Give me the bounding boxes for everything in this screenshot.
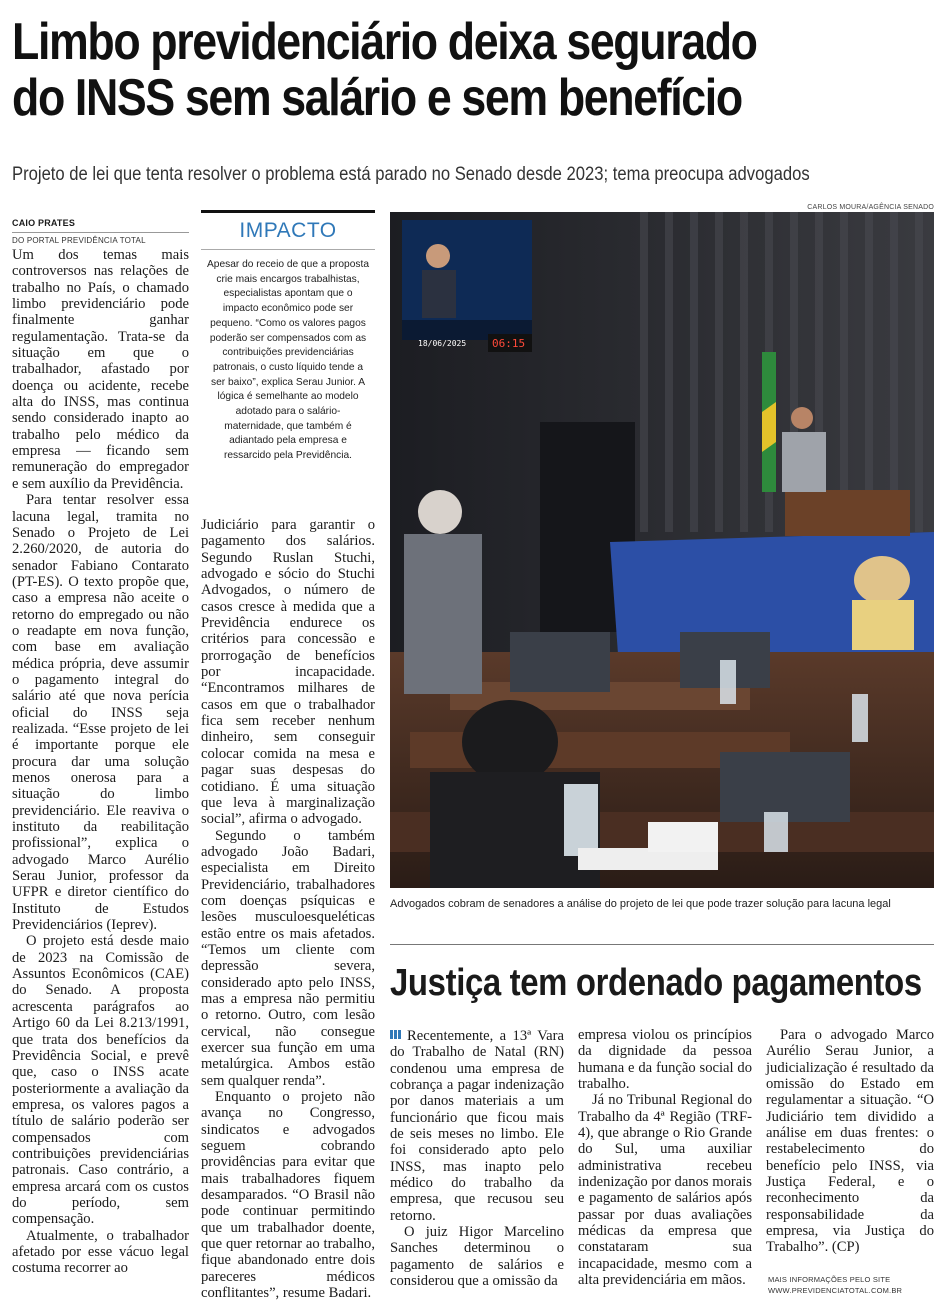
photo-caption: Advogados cobram de senadores a análise do projeto de lei que pode trazer solução para lacuna legal [390,898,891,910]
photo-credit: CARLOS MOURA/AGÊNCIA SENADO [807,204,934,211]
paragraph: O juiz Higor Marcelino Sanches determinou o pagamento de salários e considerou que a omissão da [390,1224,564,1290]
paragraph: Atualmente, o trabalhador afetado por esse vácuo legal costuma recorrer ao [12,1227,189,1277]
paragraph: Enquanto o projeto não avança no Congresso, sindicatos e advogados seguem cobrando providências para evitar que mais trabalhadores fiquem desamparados. “O Brasil não pode continuar permitindo que um trabalhador doente, que quer retornar ao trabalho, fique abandonado entre dois pareceres médicos conflitantes”, resume Badari. [201,1089,375,1302]
byline-author: CAIO PRATES [12,218,76,228]
senate-photo [390,212,934,888]
impact-title: IMPACTO [239,219,337,242]
section-title: Justiça tem ordenado pagamentos [390,962,922,1004]
screen-time: 06:15 [492,337,526,350]
headline-line-2: do INSS sem salário e sem benefício [12,69,742,127]
paragraph: Já no Tribunal Regional do Trabalho da 4ª Região (TRF-4), que abrange o Rio Grande do Sul, uma auxiliar administrativa recebeu indenização por danos morais e pagamento de salários após passar por duas avaliações médicas da empresa que constataram sua incapacidade, mesmo com a alta previdenciária em mãos. [578,1092,752,1289]
subheadline: Projeto de lei que tenta resolver o problema está parado no Senado desde 2023; tema preocupa advogados [12,164,810,185]
headline [12,14,940,126]
impact-text: Apesar do receio de que a proposta crie mais encargos trabalhistas, especialistas apontam que o impacto econômico pode ser pequeno. “Como os valores pagos poderão ser compensados com as contribuições previdenciárias patronais, o custo líquido tende a ser baixo”, explica Serau Junior. A lógica é semelhante ao modelo adotado para o salário-maternidade, que também é adiantado pela empresa e ressarcido pela Previdência. [207,259,369,462]
paragraph-text: Recentemente, a 13ª Vara do Trabalho de Natal (RN) condenou uma empresa de cobrança a pagar indenização por danos materiais a um funcionário que ficou mais de seis meses no limbo. Ele foi considerado apto pelo INSS, mas inapto pelo médico do trabalho da empresa, que recusou seu retorno. [390,1028,564,1224]
footer-more-info [768,1274,936,1296]
paragraph: Judiciário para garantir o pagamento dos salários. Segundo Ruslan Stuchi, advogado e sócio do Stuchi Advogados, o número de casos cresce à medida que a Previdência endurece os critérios para concessão e prorrogação de benefícios por incapacidade. “Encontramos milhares de casos em que o trabalhador fica sem receber nenhum dinheiro, sem conseguir colocar comida na mesa e pagar suas despesas do cotidiano. É uma situação que leva à marginalização social”, afirma o advogado. [201,517,375,828]
footer-line-1: MAIS INFORMAÇÕES PELO SITE [768,1275,891,1284]
paragraph: Um dos temas mais controversos nas relações de trabalho no País, o chamado limbo previdenciário pode finalmente ganhar regulamentação. Trata-se da situação em que o trabalhador, afastado por doença ou acidente, recebe alta do INSS, mas continua sendo considerado inapto ao trabalho pelo médico da empresa — ficando sem remuneração do empregador e sem auxílio da Previdência. [12,247,189,492]
byline-divider [12,232,189,233]
impact-top-rule [201,210,375,213]
byline-source: DO PORTAL PREVIDÊNCIA TOTAL [12,236,146,245]
article-column-1 [12,247,189,1277]
headline-line-1: Limbo previdenciário deixa segurado [12,13,757,71]
impact-sidebar [201,210,375,464]
article-column-2 [201,517,375,1302]
section-marker-icon [390,1027,402,1043]
paragraph: Para o advogado Marco Aurélio Serau Junior, a judicialização é resultado da omissão do Estado em regulamentar a situação. “O Judiciário tem dividido a análise em duas frentes: o restabelecimento do benefício pelo INSS, via Justiça Federal, e o reconhecimento da responsabilidade da empresa, via Justiça do Trabalho”. (CP) [766,1027,934,1256]
article-column-5 [766,1027,934,1256]
paragraph: Para tentar resolver essa lacuna legal, tramita no Senado o Projeto de Lei 2.260/2020, de autoria do senador Fabiano Contarato (PT-ES). O texto propõe que, caso a empresa não aceite o retorno do empregado ou não o readapte em nova função, com base em avaliação médica própria, deve assumir o pagamento integral do salário até que nova perícia oficial do INSS seja realizada. “Esse projeto de lei é importante porque ele procura dar uma solução menos onerosa para a situação do limbo previdenciário. Ele reaviva o instituto da reabilitação profissional”, explica o advogado Marco Aurélio Serau Junior, professor da UFPR e diretor científico do Instituto de Estudos Previdenciários (Ieprev). [12,492,189,934]
screen-date: 18/06/2025 [418,339,467,348]
paragraph: O projeto está desde maio de 2023 na Comissão de Assuntos Econômicos (CAE) do Senado. A proposta acrescenta parágrafos ao Artigo 60 da Lei 8.213/1991, que trata dos benefícios da Previdência Social, e prevê que, caso o INSS acate posteriormente a avaliação da empresa, os valores pagos a título de salário poderão ser compensados com contribuições previdenciárias patronais. Caso contrário, a empresa arcará com os custos do período, sem compensação. [12,933,189,1228]
paragraph: empresa violou os princípios da dignidade da pessoa humana e da função social do trabalho. [578,1027,752,1093]
paragraph: Segundo o também advogado João Badari, especialista em Direito Previdenciário, trabalhadores com doenças psíquicas e lesões musculoesqueléticas estão entre os mais afetados. “Temos um cliente com depressão severa, considerado apto pelo INSS, mas a empresa não permitiu o retorno. Outro, com lesão cervical, não consegue exercer sua função em uma metalúrgica. Ambos estão sem qualquer renda”. [201,827,375,1089]
footer-link[interactable]: WWW.PREVIDENCIATOTAL.COM.BR [768,1286,903,1295]
article-column-3 [390,1027,564,1290]
article-column-4 [578,1027,752,1289]
paragraph [390,1027,564,1224]
section-divider [390,944,934,945]
impact-divider [201,249,375,250]
